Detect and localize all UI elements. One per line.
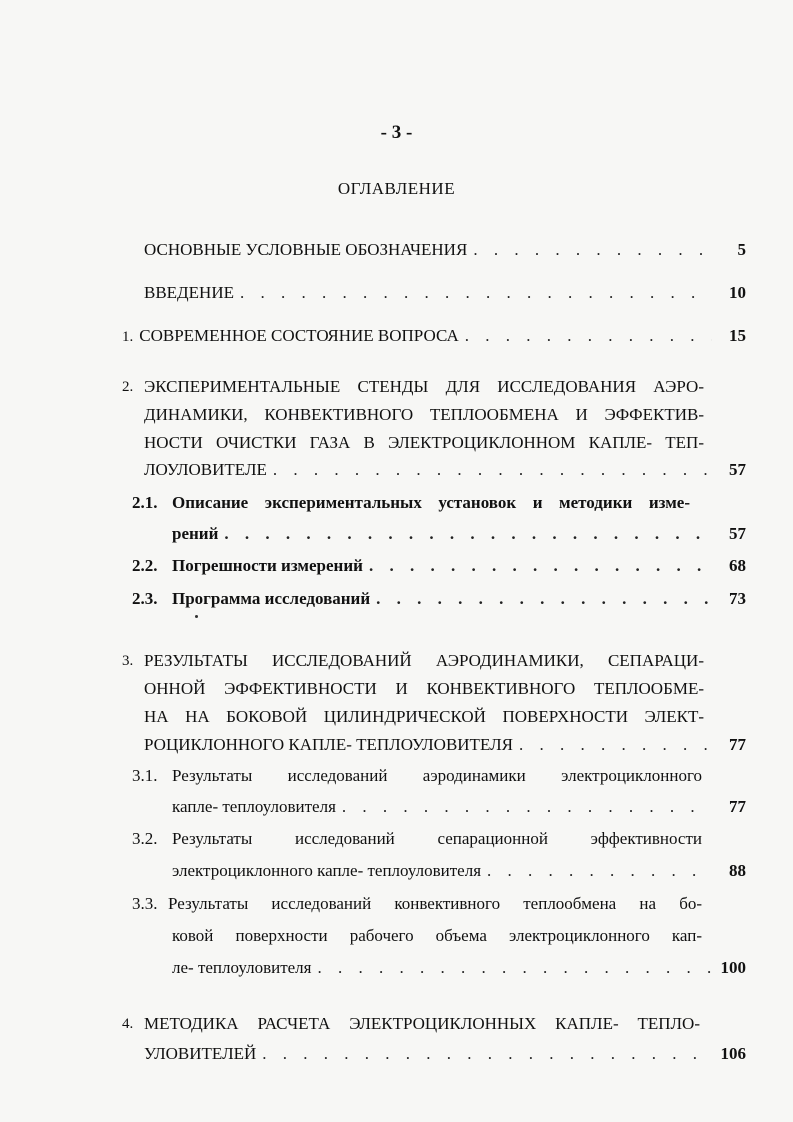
section-number: 3.1.	[132, 766, 158, 785]
section-number: 3.3.	[132, 894, 158, 913]
toc-entry-chapter-3[interactable]	[144, 732, 746, 758]
toc-entry-text-line: Результаты исследований аэродинамики электроциклонного	[172, 766, 702, 785]
leader-dots	[224, 521, 712, 547]
toc-entry-text-line: МЕТОДИКА РАСЧЕТА ЭЛЕКТРОЦИКЛОННЫХ КАПЛЕ- ТЕПЛО-	[144, 1014, 700, 1033]
toc-entry-intro[interactable]	[144, 280, 746, 306]
leader-dots	[473, 237, 712, 263]
leader-dots	[519, 732, 712, 758]
leader-dots	[369, 553, 712, 579]
toc-entry-section-3-3[interactable]	[172, 955, 746, 981]
section-number: 2.3.	[132, 589, 158, 608]
toc-entry-text-line: Результаты исследований сепарационной эффективности	[172, 829, 702, 848]
toc-page-number: 77	[729, 735, 746, 754]
toc-page-number: 57	[729, 460, 746, 479]
toc-entry-text-line: ЭКСПЕРИМЕНТАЛЬНЫЕ СТЕНДЫ ДЛЯ ИССЛЕДОВАНИЯ АЭРО-	[144, 377, 704, 396]
toc-page-number: 88	[729, 861, 746, 880]
toc-entry-text: УЛОВИТЕЛЕЙ	[144, 1044, 257, 1063]
toc-entry-text: ОСНОВНЫЕ УСЛОВНЫЕ ОБОЗНАЧЕНИЯ	[144, 240, 468, 259]
toc-title: ОГЛАВЛЕНИЕ	[337, 179, 456, 198]
leader-dots	[240, 280, 712, 306]
toc-entry-text: рений	[172, 524, 219, 543]
toc-entry-section-2-1[interactable]	[172, 521, 746, 547]
leader-dots	[262, 1041, 712, 1067]
toc-entry-section-2-3[interactable]	[132, 586, 746, 612]
toc-page-number: 106	[720, 1044, 746, 1063]
leader-dots	[376, 586, 712, 612]
leader-dots	[465, 323, 712, 349]
toc-page-number: 10	[729, 283, 746, 302]
chapter-number: 2.	[122, 379, 134, 395]
toc-page-number: 68	[729, 556, 746, 575]
toc-entry-section-3-2[interactable]	[172, 858, 746, 884]
toc-page-number: 77	[729, 797, 746, 816]
toc-entry-text: капле- теплоуловителя	[172, 797, 336, 816]
toc-entry-chapter-1[interactable]	[122, 323, 746, 349]
toc-entry-section-2-2[interactable]	[132, 553, 746, 579]
chapter-number: 1.	[122, 329, 134, 345]
section-number: 3.2.	[132, 829, 158, 848]
chapter-number: 3.	[122, 653, 134, 669]
toc-entry-chapter-4[interactable]	[144, 1041, 746, 1067]
toc-entry-chapter-2[interactable]	[144, 457, 746, 483]
toc-entry-notation[interactable]	[144, 237, 746, 263]
stray-mark	[195, 615, 198, 618]
section-number: 2.2.	[132, 556, 158, 575]
toc-entry-text: электроциклонного капле- теплоуловителя	[172, 861, 482, 880]
toc-page-number: 57	[729, 524, 746, 543]
toc-entry-text: ВВЕДЕНИЕ	[144, 283, 234, 302]
toc-page-number: 100	[720, 958, 746, 977]
toc-entry-section-3-1[interactable]	[172, 794, 746, 820]
toc-entry-text-line: НА НА БОКОВОЙ ЦИЛИНДРИЧЕСКОЙ ПОВЕРХНОСТИ ЭЛЕКТ-	[144, 707, 704, 726]
leader-dots	[487, 858, 712, 884]
toc-entry-text-line: Описание экспериментальных установок и методики изме-	[172, 493, 690, 512]
toc-entry-text-line: Результаты исследований конвективного теплообмена на бо-	[168, 894, 702, 913]
leader-dots	[342, 794, 712, 820]
toc-entry-text-line: ковой поверхности рабочего объема электроциклонного кап-	[172, 926, 702, 945]
chapter-number: 4.	[122, 1016, 134, 1032]
toc-entry-text-line: ОННОЙ ЭФФЕКТИВНОСТИ И КОНВЕКТИВНОГО ТЕПЛООБМЕ-	[144, 679, 704, 698]
toc-entry-text-line: ДИНАМИКИ, КОНВЕКТИВНОГО ТЕПЛООБМЕНА И ЭФФЕКТИВ-	[144, 405, 704, 424]
toc-page-number: 15	[729, 326, 746, 345]
toc-entry-text: Программа исследований	[172, 589, 371, 608]
toc-entry-text: РОЦИКЛОННОГО КАПЛЕ- ТЕПЛОУЛОВИТЕЛЯ	[144, 735, 513, 754]
toc-page-number: 73	[729, 589, 746, 608]
toc-entry-text-line: РЕЗУЛЬТАТЫ ИССЛЕДОВАНИЙ АЭРОДИНАМИКИ, СЕПАРАЦИ-	[144, 651, 704, 670]
leader-dots	[318, 955, 713, 981]
toc-entry-text-line: НОСТИ ОЧИСТКИ ГАЗА В ЭЛЕКТРОЦИКЛОННОМ КАПЛЕ- ТЕП-	[144, 433, 704, 452]
section-number: 2.1.	[132, 493, 158, 512]
toc-entry-text: ЛОУЛОВИТЕЛЕ	[144, 460, 267, 479]
leader-dots	[273, 457, 712, 483]
toc-entry-text: Погрешности измерений	[172, 556, 363, 575]
toc-entry-text: ле- теплоуловителя	[172, 958, 312, 977]
page-number: - 3 -	[380, 122, 413, 143]
toc-page-number: 5	[737, 240, 746, 259]
toc-entry-text: СОВРЕМЕННОЕ СОСТОЯНИЕ ВОПРОСА	[139, 326, 459, 345]
